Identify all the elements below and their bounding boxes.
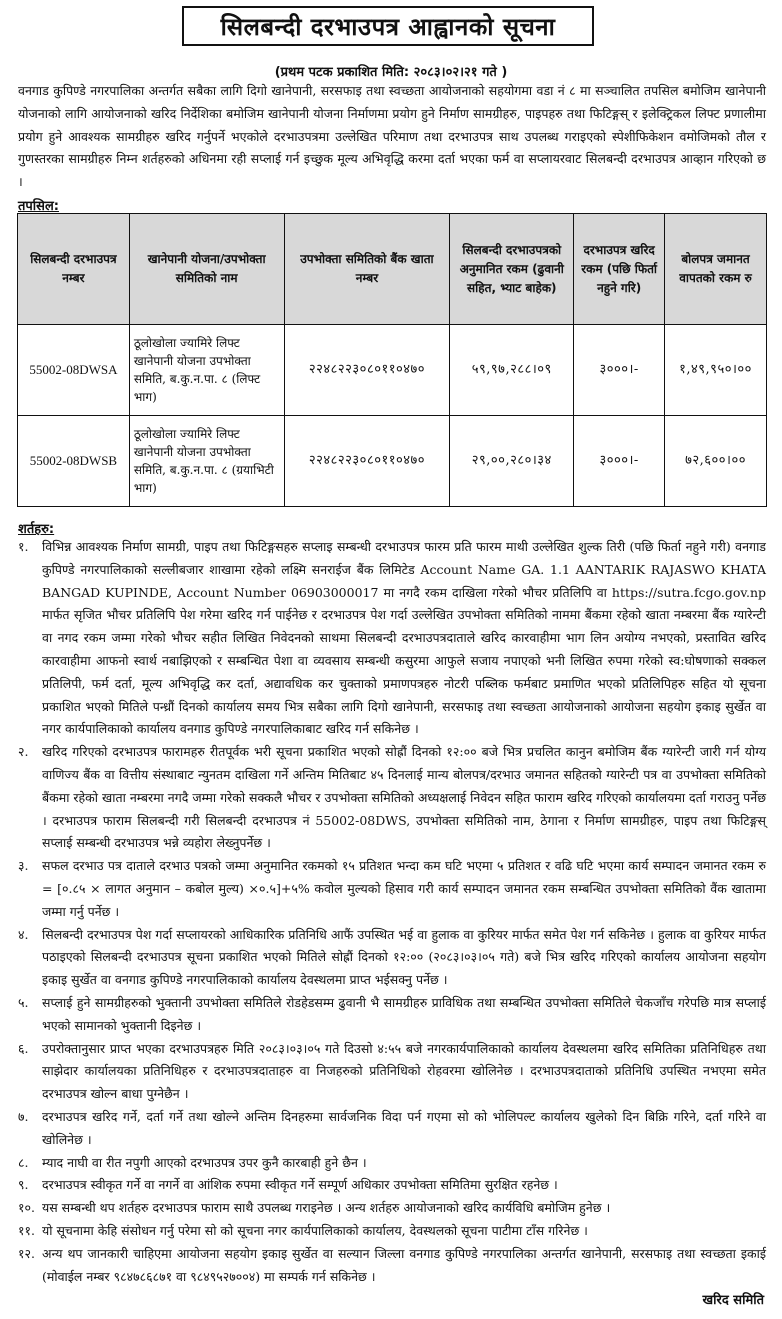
term-number: ११. bbox=[18, 1222, 35, 1238]
term-item bbox=[18, 741, 766, 855]
term-text: अन्य थप जानकारी चाहिएमा आयोजना सहयोग इकाइ सुर्खेत वा सल्यान जिल्ला वनगाड कुपिण्डे नगरपालिका अन्तर्गत खानेपानी, सरसफाइ तथा स्वच्छता इकाई (मोवाईल नम्बर ९८४७८६८७१ वा ९८४९५२७००४) मा सम्पर्क गर्न सकिनेछ । bbox=[42, 1245, 766, 1284]
schedule-label: तपसिल: bbox=[18, 199, 59, 214]
term-item bbox=[18, 1038, 766, 1106]
bid-number-cell: 55002-08DWSB bbox=[18, 416, 130, 507]
term-number: ७. bbox=[18, 1108, 29, 1124]
term-item bbox=[18, 1152, 766, 1175]
notice-title: सिलबन्दी दरभाउपत्र आह्वानको सूचना bbox=[220, 12, 556, 41]
header-purchase-amount: दरभाउपत्र खरिद रकम (पछि फिर्ता नहुने गरि) bbox=[574, 214, 665, 325]
header-bid-security: बोलपत्र जमानत वापतको रकम रु bbox=[665, 214, 767, 325]
table-header-row bbox=[18, 214, 767, 325]
term-number: ५. bbox=[18, 994, 29, 1010]
term-text: यस सम्बन्धी थप शर्तहरु दरभाउपत्र फाराम साथै उपलब्ध गराइनेछ । अन्य शर्तहरु आयोजनाको खरिद कार्यविधि बमोजिम हुनेछ । bbox=[42, 1200, 611, 1216]
publication-date: (प्रथम पटक प्रकाशित मिति: २०८३।०२।२१ गते ) bbox=[274, 65, 508, 80]
term-text: यो सूचनामा केहि संसोधन गर्नु परेमा सो को सूचना नगर कार्यपालिकाको कार्यालय, देवस्थलको सूचना पाटीमा टाँस गरिनेछ । bbox=[42, 1222, 588, 1238]
bid-number-cell: 55002-08DWSA bbox=[18, 325, 130, 416]
bid-table bbox=[17, 213, 767, 507]
term-number: १०. bbox=[18, 1200, 35, 1216]
security-cell: १,४९,९५०।०० bbox=[665, 325, 767, 416]
security-cell: ७२,६००।०० bbox=[665, 416, 767, 507]
term-text: सप्लाई हुने सामग्रीहरुको भुक्तानी उपभोक्ता समितिले रोडहेडसम्म ढुवानी भै सामग्रीहरु प्राविधिक तथा सम्बन्धित उपभोक्ता समितिले चेकजाँच गरेपछि मात्र सप्लाई भएको सामानको भुक्तानी दिइनेछ । bbox=[42, 994, 766, 1033]
term-item bbox=[18, 1106, 766, 1152]
term-text: दरभाउपत्र खरिद गर्ने, दर्ता गर्ने तथा खोल्ने अन्तिम दिनहरुमा सार्वजनिक विदा पर्न गएमा सो को भोलिपल्ट कार्यालय खुलेको दिन बिक्रि गरिने, दर्ता गरिने वा खोलिनेछ । bbox=[42, 1108, 766, 1147]
term-number: २. bbox=[18, 744, 29, 760]
term-item bbox=[18, 924, 766, 992]
bank-account-cell: २२४८२२३०८०११०४७० bbox=[284, 416, 450, 507]
term-item bbox=[18, 855, 766, 923]
term-item bbox=[18, 536, 766, 741]
table-row bbox=[18, 325, 767, 416]
term-number: ९. bbox=[18, 1177, 29, 1193]
term-text: विभिन्न आवश्यक निर्माण सामग्री, पाइप तथा फिटिङ्गसहरु सप्लाइ सम्बन्धी दरभाउपत्र फारम प्रति फारम माथी उल्लेखित शुल्क तिरी (पछि फिर्ता नहुने गरी) वनगाड कुपिण्डे नगरपालिकाको सल्लीबजार शाखामा रहेको लक्ष्मि सनराईज बैंक लिमिटेड Account Name GA. 1.1 AANTARIK RAJASWO KHATA BANGAD KUPINDE, Account Number 06903000017 मा नगदै रकम दाखिला गरेको भौचर प्रतिलिपि वा https://sutra.fcgo.gov.np मार्फत सृजित भौचर प्रतिलिपि पेश गरेमा खरिद गर्न पाईनेछ र दरभाउपत्र पेश गर्दा उल्लेखित उपभोक्ता समितिको नाममा बैंकमा रहेको खाता नम्बरमा बैंक ग्यारेन्टी वा नगद रकम जम्मा गरेको भौचर सहीत लिखित निवेदनको साथमा सिलबन्दी दरभाउपत्रदाताले खरिद कारवाहीमा भाग लिन अयोग्य नभएको, प्रस्तावित खरिद कारवाहीमा आफनो स्वार्थ नबाझिएको र सम्बन्धित पेशा वा व्यवसाय सम्बन्धी कसुरमा आफुले सजाय नपाएको भनी लिखित रुपमा गरेको स्व:घोषणाको सक्कल प्रतिलिपी, फर्म दर्ता, मूल्य अभिवृद्धि कर दर्ता, अद्यावधिक कर चुक्ताको प्रमाणपत्रहरु नोटरी पब्लिक फर्मबाट प्रमाणित भएको प्रतिलिपिहरु सहित यो सूचना प्रकाशित भएको मितिले पन्ध्रौं दिनको कार्यालय समय भित्र सबैका लागि दिगो खानेपानी, सरसफाइ तथा स्वच्छता आयोजनाको आयोजना सहयोग इकाइ सुर्खेत वा नगर कार्यपालिकाको कार्यालय वनगाड कुपिण्डे नगरपालिकाबाट खरिद गर्न सकिनेछ । bbox=[42, 539, 766, 737]
term-text: सफल दरभाउ पत्र दाताले दरभाउ पत्रको जम्मा अनुमानित रकमको १५ प्रतिशत भन्दा कम घटि भएमा ५ प्रतिशत र वढि घटि भएमा कार्य सम्पादन जमानत रकम रु = [०.८५ × लागत अनुमान – कबोल मुल्य) ×०.५]+५% कवोल मुल्यको हिसाव गरी कार्य सम्पादन जमानत रकम सम्बन्धित उपभोक्ता समितिको वैंक खातामा जम्मा गर्नु पर्नेछ । bbox=[42, 858, 766, 919]
term-item bbox=[18, 1197, 766, 1220]
header-bank-account: उपभोक्ता समितिको बैंक खाता नम्बर bbox=[284, 214, 450, 325]
header-bid-number: सिलबन्दी दरभाउपत्र नम्बर bbox=[18, 214, 130, 325]
term-item bbox=[18, 992, 766, 1038]
term-text: सिलबन्दी दरभाउपत्र पेश गर्दा सप्लायरको आधिकारिक प्रतिनिधि आफैं उपस्थित भई वा हुलाक वा कुरियर मार्फत समेत पेश गर्न सकिनेछ । हुलाक वा कुरियर मार्फत पठाइएको सिलबन्दी दरभाउपत्र सूचना प्रकाशित भएको मितिले सोह्रौं दिनको १२:०० (२०८३।०३।०५ गते) बजे भित्र खरिद गरिएको कार्यालय आयोजना सहयोग इकाइ सुर्खेत वा वनगाड कुपिण्डे नगरपालिकाको कार्यालय देवस्थलमा प्राप्त भईसक्नु पर्नेछ । bbox=[42, 926, 767, 988]
term-item bbox=[18, 1243, 766, 1289]
estimate-cell: ५९,९७,२८८।०९ bbox=[450, 325, 574, 416]
header-estimated-amount: सिलबन्दी दरभाउपत्रको अनुमानित रकम (ढुवानी सहित, भ्याट बाहेक) bbox=[450, 214, 574, 325]
term-text: दरभाउपत्र स्वीकृत गर्ने वा नगर्ने वा आंशिक रुपमा स्वीकृत गर्ने सम्पूर्ण अधिकार उपभोक्ता समितिमा सुरक्षित रहनेछ । bbox=[42, 1177, 558, 1193]
term-text: उपरोक्तानुसार प्राप्त भएका दरभाउपत्रहरु मिति २०८३।०३।०५ गते दिउसो ४:५५ बजे नगरकार्यपालिकाको कार्यालय देवस्थलमा खरिद समितिका प्रतिनिधिहरु तथा साझेदार कार्यालयका प्रतिनिधिहरु र दरभाउपत्रदाताहरु वा निजहरुको प्रतिनिधिको रोहवरमा खोलिनेछ । दरभाउपत्रदाताको प्रतिनिधि उपस्थित नभएमा समेत दरभाउपत्र खोल्न बाधा पुग्नेछैन । bbox=[42, 1040, 766, 1102]
purchase-cell: ३०००।- bbox=[574, 325, 665, 416]
scheme-name-cell: ठूलोखोला ज्यामिरे लिफ्ट खानेपानी योजना उपभोक्ता समिति, ब.कु.न.पा. ८ (लिफ्ट भाग) bbox=[129, 325, 284, 416]
term-number: १२. bbox=[18, 1245, 35, 1261]
term-item bbox=[18, 1220, 766, 1243]
term-number: ४. bbox=[18, 926, 29, 942]
term-number: ३. bbox=[18, 858, 29, 874]
term-number: ६. bbox=[18, 1040, 29, 1056]
terms-list bbox=[18, 536, 766, 1288]
terms-title: शर्तहरु: bbox=[18, 522, 55, 537]
intro-paragraph: वनगाड कुपिण्डे नगरपालिका अन्तर्गत सबैका लागि दिगो खानेपानी, सरसफाइ तथा स्वच्छता आयोजनाको सहयोगमा वडा नं ८ मा सञ्चालित तपसिल बमोजिम खानेपानी योजनाको लागि आयोजनाको खरिद निर्देशिका बमोजिम खानेपानी योजना निर्माणमा प्रयोग हुने निर्माण सामग्रीहरु, पाइपहरु तथा फिटिङ्गस् र इलेक्ट्रिकल लिफ्ट प्रणालीमा प्रयोग हुने आवश्यक सामग्रीहरु खरिद गर्नुपर्ने भएकोले दरभाउपत्रमा उल्लेखित परिमाण तथा दरभाउपत्र साथ उपलब्ध गराइएको स्पेशीफिकेशन वमोजिमको तौल र गुणस्तरका सामग्रीहरु निम्न शर्तहरुको अधिनमा रही सप्लाई गर्न इच्छुक मूल्य अभिवृद्धि करमा दर्ता भएका फर्म वा सप्लायरवाट सिलबन्दी दरभाउपत्र आव्हान गरिएको छ । bbox=[18, 83, 766, 190]
term-number: १. bbox=[18, 539, 29, 554]
term-item bbox=[18, 1174, 766, 1197]
purchase-cell: ३०००।- bbox=[574, 416, 665, 507]
table-row bbox=[18, 416, 767, 507]
bank-account-cell: २२४८२२३०८०११०४७० bbox=[284, 325, 450, 416]
title-box bbox=[182, 6, 594, 46]
term-text: म्याद नाघी वा रीत नपुगी आएको दरभाउपत्र उपर कुनै कारबाही हुने छैन । bbox=[42, 1154, 367, 1170]
estimate-cell: २९,००,२८०।३४ bbox=[450, 416, 574, 507]
term-number: ८. bbox=[18, 1154, 29, 1170]
scheme-name-cell: ठूलोखोला ज्यामिरे लिफ्ट खानेपानी योजना उपभोक्ता समिति, ब.कु.न.पा. ८ (ग्रयाभिटी भाग) bbox=[129, 416, 284, 507]
term-text: खरिद गरिएको दरभाउपत्र फारामहरु रीतपूर्वक भरी सूचना प्रकाशित भएको सोह्रौं दिनको १२:०० बजे भित्र प्रचलित कानुन बमोजिम बैंक ग्यारेन्टी जारी गर्न योग्य वाणिज्य बैंक वा वित्तीय संस्थाबाट न्युनतम दाखिला गर्ने अन्तिम मितिबाट ४५ दिनलाई मान्य बोलपत्र/दरभाउ जमानत सहितको ग्यारेन्टी पत्र वा उपभोक्ता समितिको बैंकमा रहेको खाता नम्बरमा नगदै जम्मा गरेको सक्कलै भौचर र उपभोक्ता समितिको अध्यक्षलाई निवेदन सहित फाराम खरिद गरिएको कार्यालयमा दर्ता गराउनु पर्नेछ । दरभाउपत्र फाराम सिलबन्दी गरी सिलबन्दी दरभाउपत्र नं 55002-08DWS, उपभोक्ता समितिको नाम, ठेगाना र निर्माण सामग्रीहरु, पाइप तथा फिटिङ्गस् सप्लाई सम्बन्धी दरभाउपत्र भन्ने व्यहोरा लेख्नुपर्नेछ । bbox=[42, 744, 766, 851]
header-scheme-name: खानेपानी योजना/उपभोक्ता समितिको नाम bbox=[129, 214, 284, 325]
purchase-committee-signature: खरिद समिति bbox=[702, 1293, 764, 1308]
